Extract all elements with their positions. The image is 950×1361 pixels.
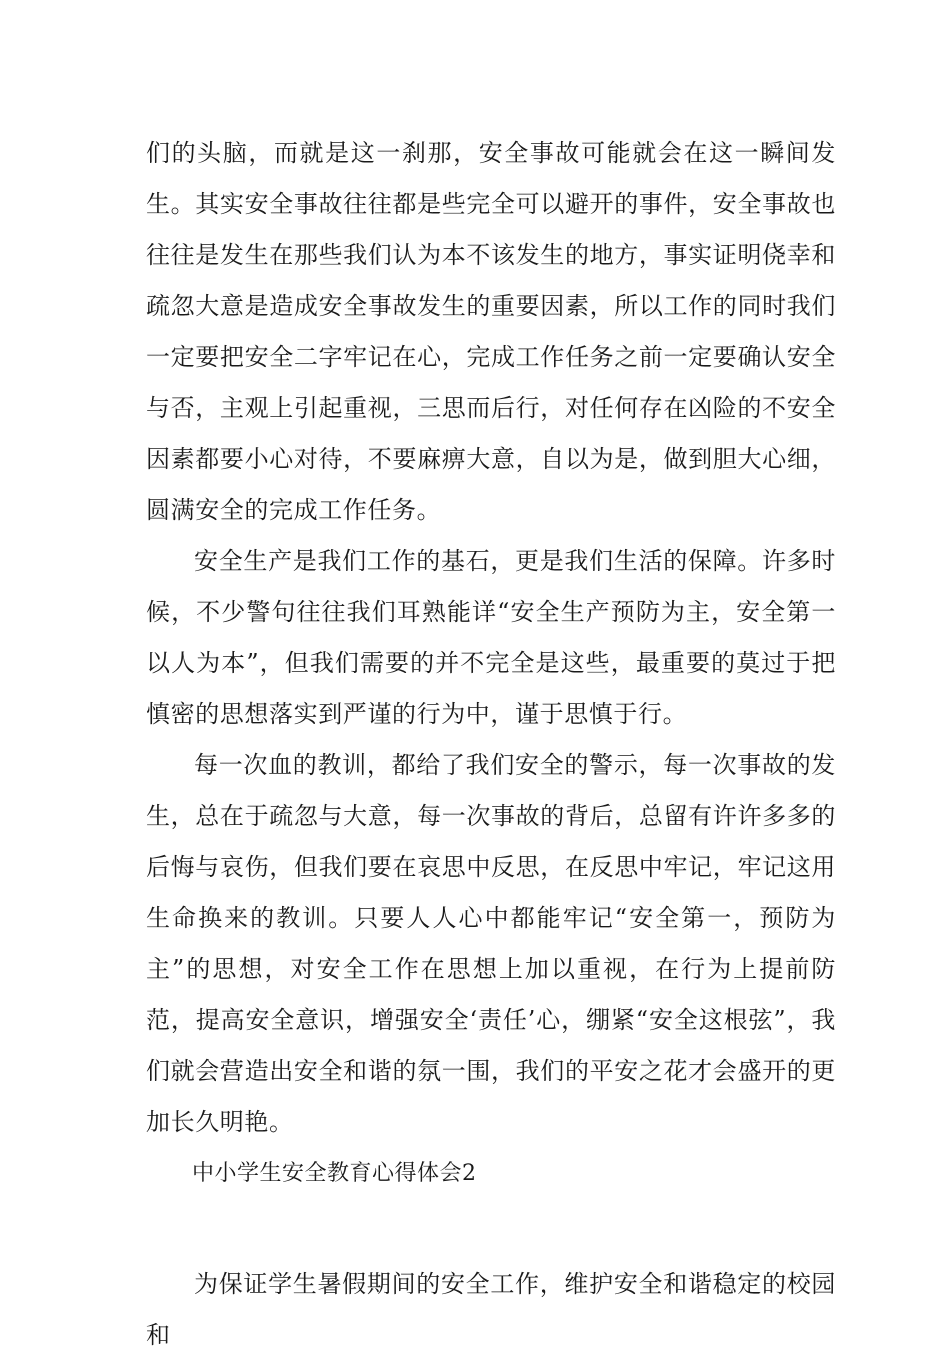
paragraph-summer-safety: 为保证学生暑假期间的安全工作，维护安全和谐稳定的校园和: [146, 1270, 836, 1349]
paragraph-continued: 们的头脑，而就是这一刹那，安全事故可能就会在这一瞬间发生。其实安全事故往往都是些完全可以避开的事件，安全事故也往往是发生在那些我们认为本不该发生的地方，事实证明侥幸和疏忽大意是造成安全事故发生的重要因素，所以工作的同时我们一定要把安全二字牢记在心，完成工作任务之前一定要确认安全与否，主观上引起重视，三思而后行，对任何存在凶险的不安全因素都要小心对待，不要麻痹大意，自以为是，做到胆大心细，圆满安全的完成工作任务。: [146, 139, 836, 524]
section-spacer: [146, 1199, 836, 1259]
document-page: [146, 128, 836, 1361]
section-heading: 中小学生安全教育心得体会2: [192, 1161, 477, 1186]
paragraph-safety-production: 安全生产是我们工作的基石，更是我们生活的保障。许多时候，不少警句往往我们耳熟能详“安全生产预防为主，安全第一以人为本”，但我们需要的并不完全是这些，最重要的莫过于把慎密的思想落实到严谨的行为中，谨于思慎于行。: [146, 547, 836, 728]
paragraph-lessons: 每一次血的教训，都给了我们安全的警示，每一次事故的发生，总在于疏忽与大意，每一次事故的背后，总留有许许多多的后悔与哀伤，但我们要在哀思中反思，在反思中牢记，牢记这用生命换来的教训。只要人人心中都能牢记“安全第一，预防为主”的思想，对安全工作在思想上加以重视，在行为上提前防范，提高安全意识，增强安全‘责任’心，绷紧“安全这根弦”，我们就会营造出安全和谐的氛一围，我们的平安之花才会盛开的更加长久明艳。: [146, 751, 836, 1136]
